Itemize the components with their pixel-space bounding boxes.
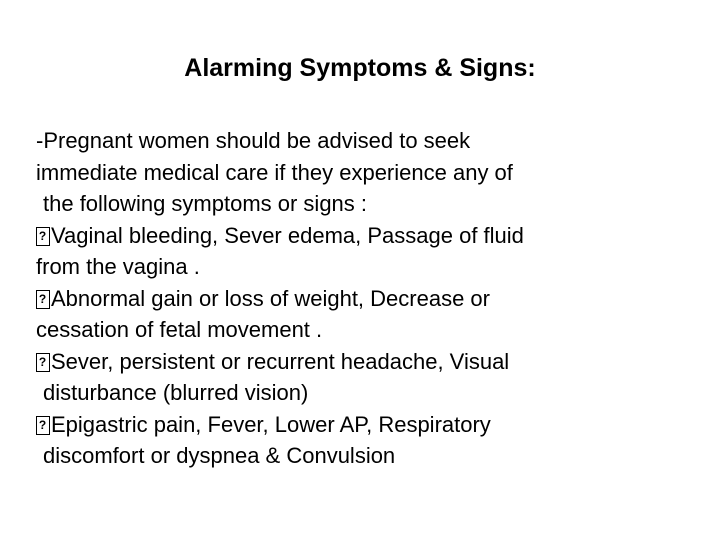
body-line-intro-1: -Pregnant women should be advised to seek [36,128,471,153]
bullet-item-3-cont: disturbance (blurred vision) [43,380,309,405]
bullet-item-1-cont: from the vagina . [36,254,200,279]
bullet-item-1 [36,220,656,252]
bullet-item-4-cont: discomfort or dyspnea & Convulsion [43,443,396,468]
bullet-item-3 [36,346,656,378]
missing-glyph-bullet-icon [36,353,50,372]
missing-glyph-bullet-icon [36,290,50,309]
slide-body [36,125,656,472]
bullet-item-1-text: Vaginal bleeding, Sever edema, Passage of fluid [51,222,524,248]
bullet-item-4-text: Epigastric pain, Fever, Lower AP, Respiratory [51,411,491,437]
body-line-intro-2: immediate medical care if they experience any of [36,159,513,185]
bullet-item-2-text: Abnormal gain or loss of weight, Decrease or [51,285,490,311]
body-line-intro-3: the following symptoms or signs : [43,191,368,216]
bullet-item-3-text: Sever, persistent or recurrent headache, Visual [51,348,510,374]
bullet-item-4 [36,409,656,441]
missing-glyph-bullet-icon [36,227,50,246]
bullet-item-2-cont: cessation of fetal movement . [36,317,323,342]
bullet-item-2 [36,283,656,315]
missing-glyph-bullet-icon [36,416,50,435]
slide-title: Alarming Symptoms & Signs: [184,54,536,82]
